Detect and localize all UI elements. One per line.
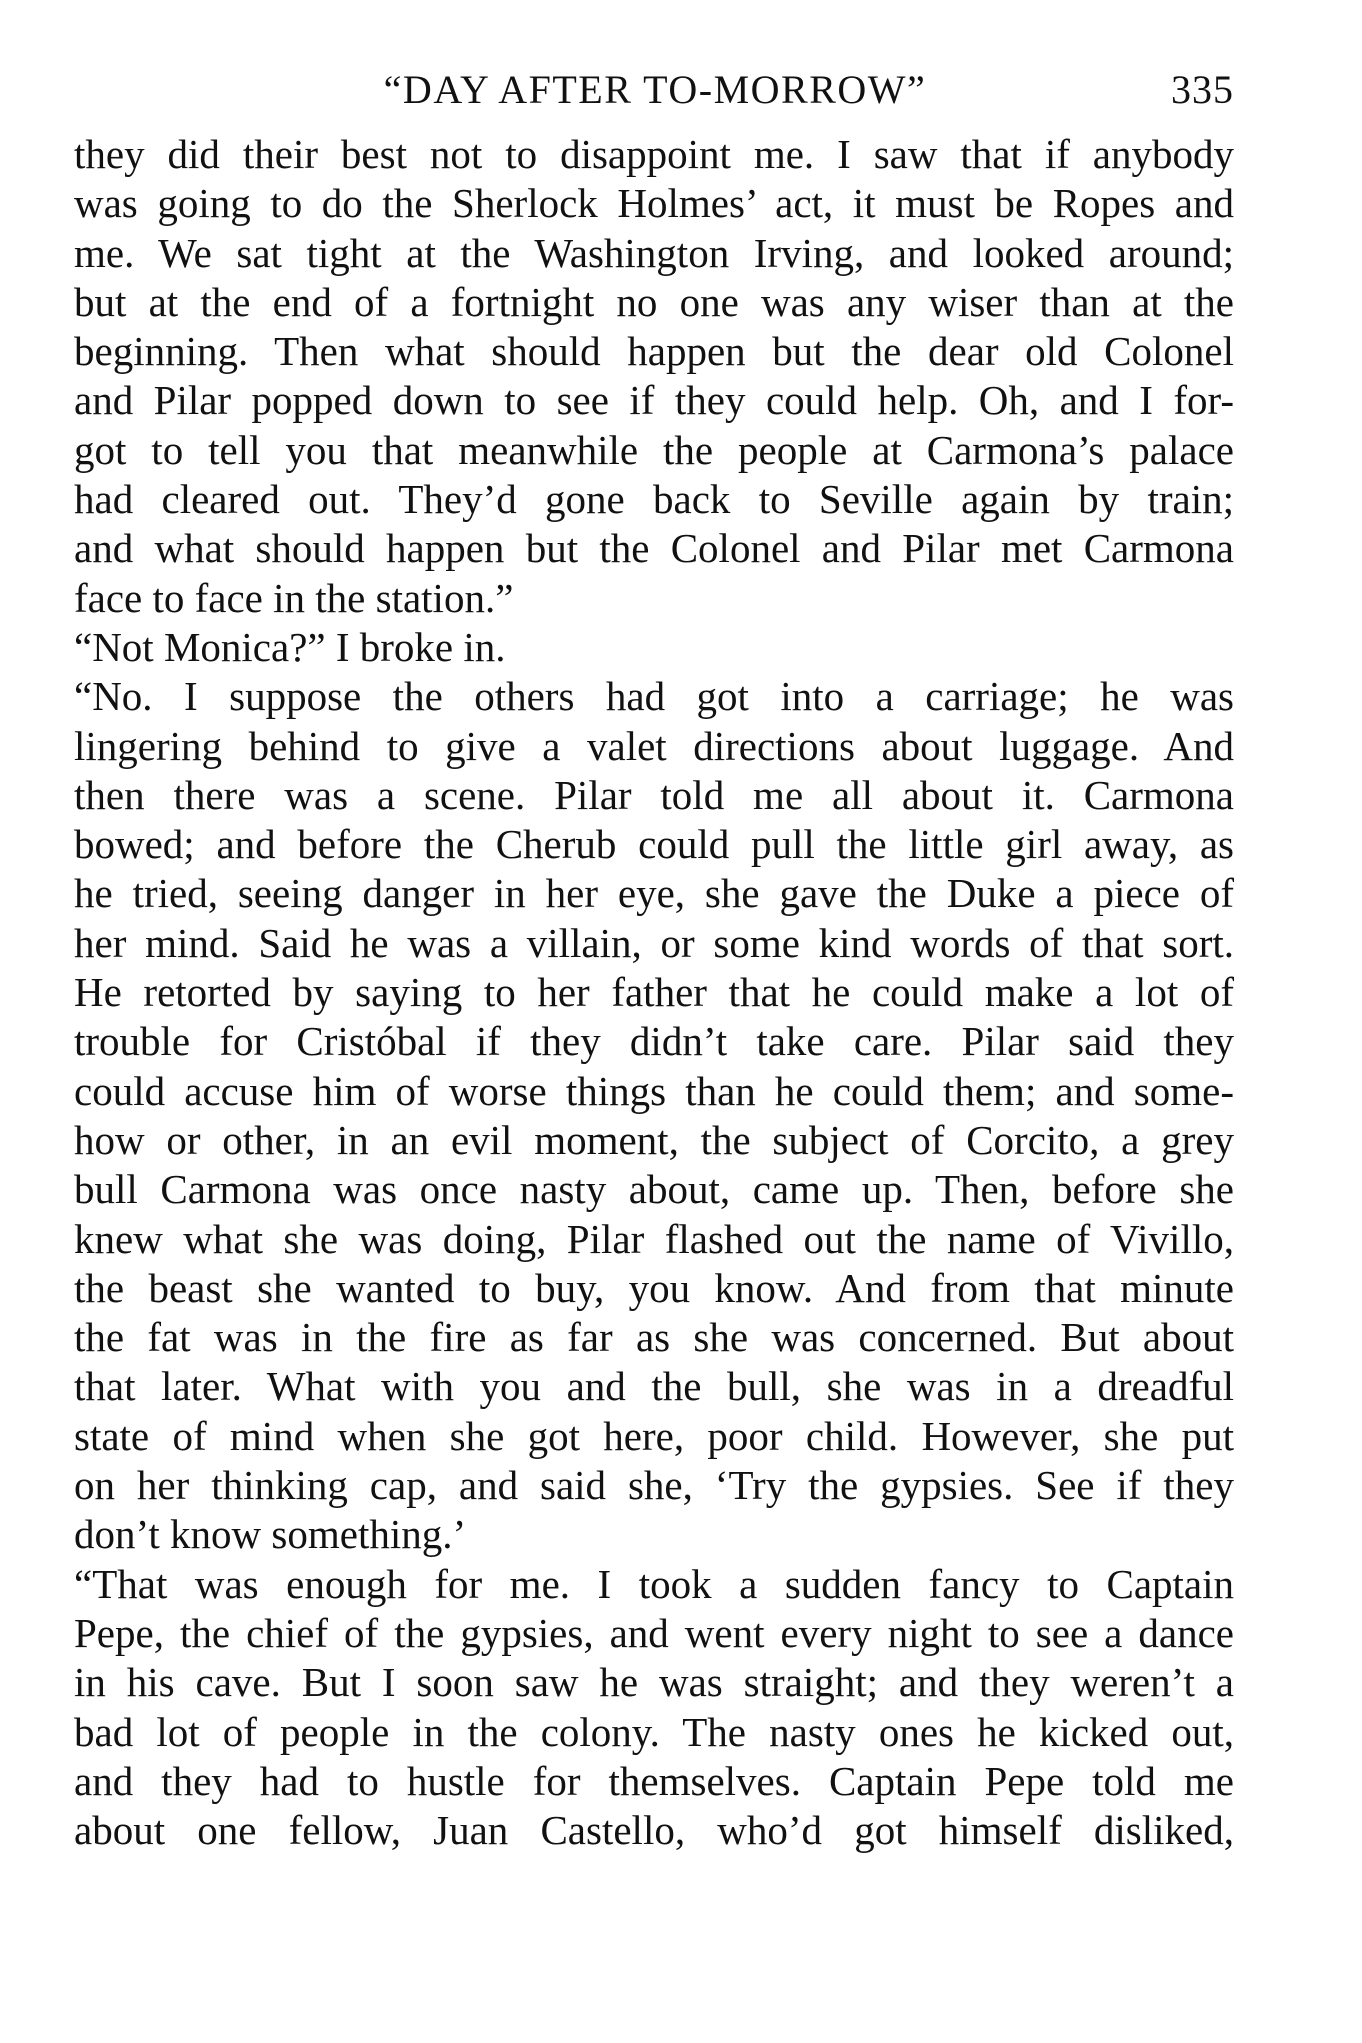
text-line: the fat was in the fire as far as she was concerned. But about <box>74 1314 1234 1361</box>
text-line: bowed; and before the Cherub could pull the little girl away, as <box>74 821 1234 868</box>
text-line: could accuse him of worse things than he could them; and some- <box>74 1067 1234 1114</box>
text-line: and Pilar popped down to see if they could help. Oh, and I for- <box>74 377 1234 424</box>
text-line: state of mind when she got here, poor child. However, she put <box>74 1412 1234 1459</box>
text-line: beginning. Then what should happen but the dear old Colonel <box>74 328 1234 375</box>
text-line: “That was enough for me. I took a sudden fancy to Captain <box>74 1560 1234 1607</box>
text-line: got to tell you that meanwhile the people at Carmona’s palace <box>74 426 1234 473</box>
text-line: her mind. Said he was a villain, or some kind words of that sort. <box>74 919 1234 966</box>
running-title: “DAY AFTER TO-MORROW” <box>383 67 927 112</box>
running-head <box>76 62 1234 118</box>
text-line: bad lot of people in the colony. The nasty ones he kicked out, <box>74 1708 1234 1755</box>
text-line: on her thinking cap, and said she, ‘Try the gypsies. See if they <box>74 1462 1234 1509</box>
text-line: he tried, seeing danger in her eye, she gave the Duke a piece of <box>74 870 1234 917</box>
text-line: in his cave. But I soon saw he was straight; and they weren’t a <box>74 1659 1234 1706</box>
text-line: how or other, in an evil moment, the subject of Corcito, a grey <box>74 1116 1234 1163</box>
page-number: 335 <box>1171 67 1234 112</box>
text-line: me. We sat tight at the Washington Irving, and looked around; <box>74 229 1234 276</box>
text-line: then there was a scene. Pilar told me all about it. Carmona <box>74 771 1234 818</box>
text-line: bull Carmona was once nasty about, came up. Then, before she <box>74 1166 1234 1213</box>
text-line: don’t know something.’ <box>74 1511 467 1558</box>
text-line: Pepe, the chief of the gypsies, and went every night to see a dance <box>74 1609 1234 1656</box>
text-line: trouble for Cristóbal if they didn’t take care. Pilar said they <box>74 1018 1234 1065</box>
text-line: and they had to hustle for themselves. Captain Pepe told me <box>74 1757 1234 1804</box>
text-line: but at the end of a fortnight no one was any wiser than at the <box>74 278 1234 325</box>
body-text <box>74 130 1234 1855</box>
text-line: “Not Monica?” I broke in. <box>74 623 506 670</box>
text-line: “No. I suppose the others had got into a carriage; he was <box>74 673 1234 720</box>
text-line: He retorted by saying to her father that he could make a lot of <box>74 969 1234 1016</box>
text-line: that later. What with you and the bull, she was in a dreadful <box>74 1363 1234 1410</box>
text-line: knew what she was doing, Pilar flashed out the name of Vivillo, <box>74 1215 1234 1262</box>
text-line: lingering behind to give a valet directions about luggage. And <box>74 722 1234 769</box>
text-line: face to face in the station.” <box>74 574 514 621</box>
text-line: the beast she wanted to buy, you know. And from that minute <box>74 1264 1234 1311</box>
text-line: was going to do the Sherlock Holmes’ act, it must be Ropes and <box>74 180 1234 227</box>
text-line: had cleared out. They’d gone back to Seville again by train; <box>74 476 1234 523</box>
text-line: and what should happen but the Colonel and Pilar met Carmona <box>74 525 1234 572</box>
text-line: about one fellow, Juan Castello, who’d got himself disliked, <box>74 1807 1234 1854</box>
text-line: they did their best not to disappoint me. I saw that if anybody <box>74 131 1234 177</box>
